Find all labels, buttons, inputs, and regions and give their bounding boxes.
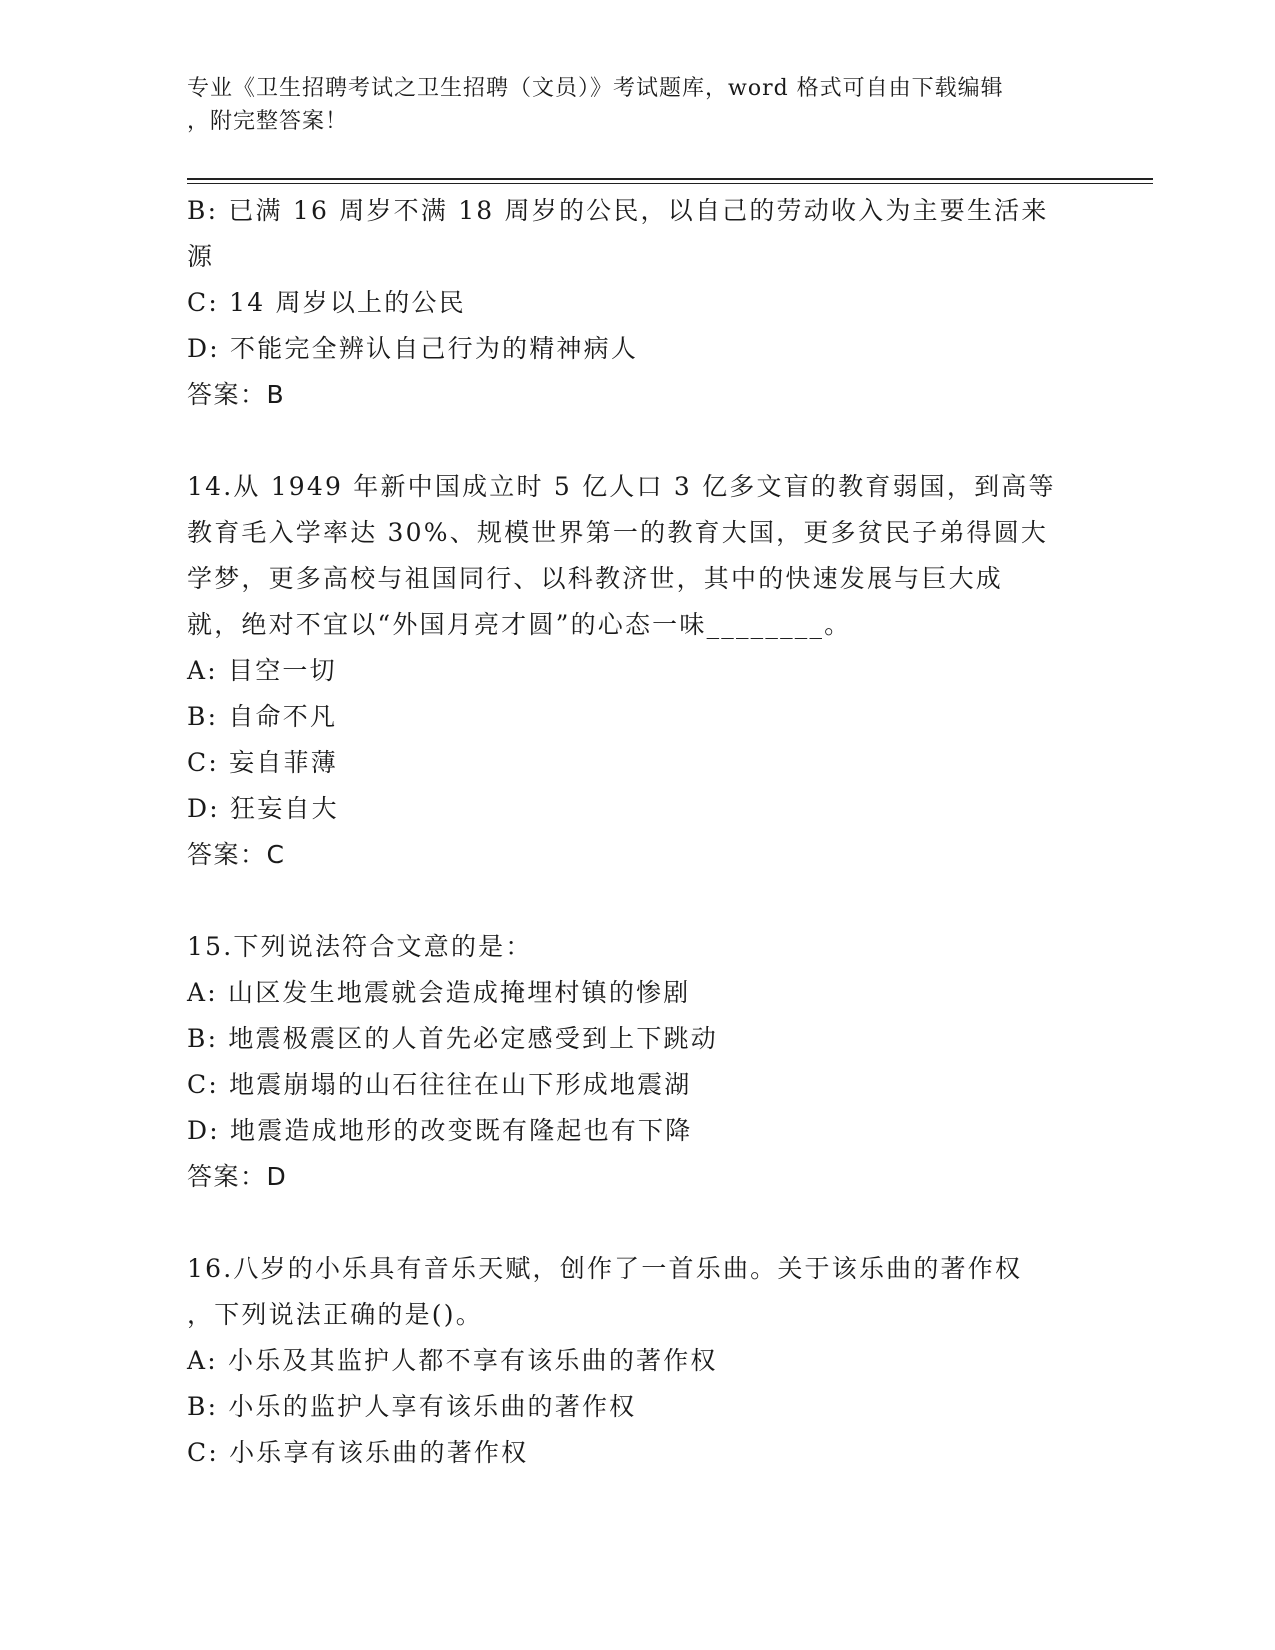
header-divider-thin	[187, 183, 1153, 184]
header-divider-thick	[187, 178, 1153, 180]
q15-option-c: C: 地震崩塌的山石往往在山下形成地震湖	[187, 1070, 692, 1099]
q16-option-b: B: 小乐的监护人享有该乐曲的著作权	[187, 1392, 637, 1421]
exam-content	[187, 188, 1087, 1476]
q14-text-line2: 教育毛入学率达 30%、规模世界第一的教育大国，更多贫民子弟得圆大	[187, 518, 1049, 547]
q14-option-a: A: 目空一切	[187, 656, 337, 685]
question-15	[187, 924, 1087, 1200]
q16-option-a: A: 小乐及其监护人都不享有该乐曲的著作权	[187, 1346, 718, 1375]
question-14	[187, 464, 1087, 878]
q16-text-line1: 16.八岁的小乐具有音乐天赋，创作了一首乐曲。关于该乐曲的著作权	[187, 1254, 1023, 1283]
header-line-1: 专业《卫生招聘考试之卫生招聘（文员）》考试题库，word 格式可自由下载编辑	[187, 76, 1004, 101]
q13-option-b-line2: 源	[187, 242, 215, 271]
q15-option-b: B: 地震极震区的人首先必定感受到上下跳动	[187, 1024, 718, 1053]
q16-option-c: C: 小乐享有该乐曲的著作权	[187, 1438, 529, 1467]
q13-option-c: C: 14 周岁以上的公民	[187, 288, 466, 317]
q14-option-b: B: 自命不凡	[187, 702, 338, 731]
question-13-tail	[187, 188, 1087, 418]
q14-text-line4: 就，绝对不宜以“外国月亮才圆”的心态一味________。	[187, 610, 852, 639]
q13-option-b-line1: B: 已满 16 周岁不满 18 周岁的公民，以自己的劳动收入为主要生活来	[187, 196, 1049, 225]
q16-text-line2: ，下列说法正确的是()。	[187, 1300, 483, 1329]
q15-option-a: A: 山区发生地震就会造成掩埋村镇的惨剧	[187, 978, 691, 1007]
q13-option-d: D: 不能完全辨认自己行为的精神病人	[187, 334, 639, 363]
q14-answer: 答案：C	[187, 840, 286, 869]
q15-option-d: D: 地震造成地形的改变既有隆起也有下降	[187, 1116, 693, 1145]
q14-text-line3: 学梦，更多高校与祖国同行、以科教济世，其中的快速发展与巨大成	[187, 564, 1004, 593]
q13-answer: 答案：B	[187, 380, 286, 409]
page-header	[187, 72, 1067, 138]
q14-text-line1: 14.从 1949 年新中国成立时 5 亿人口 3 亿多文盲的教育弱国，到高等	[187, 472, 1056, 501]
q14-option-c: C: 妄自菲薄	[187, 748, 338, 777]
question-16	[187, 1246, 1087, 1476]
q14-option-d: D: 狂妄自大	[187, 794, 339, 823]
header-line-2: ，附完整答案！	[187, 109, 349, 134]
q15-answer: 答案：D	[187, 1162, 288, 1191]
q15-text-line1: 15.下列说法符合文意的是：	[187, 932, 533, 961]
